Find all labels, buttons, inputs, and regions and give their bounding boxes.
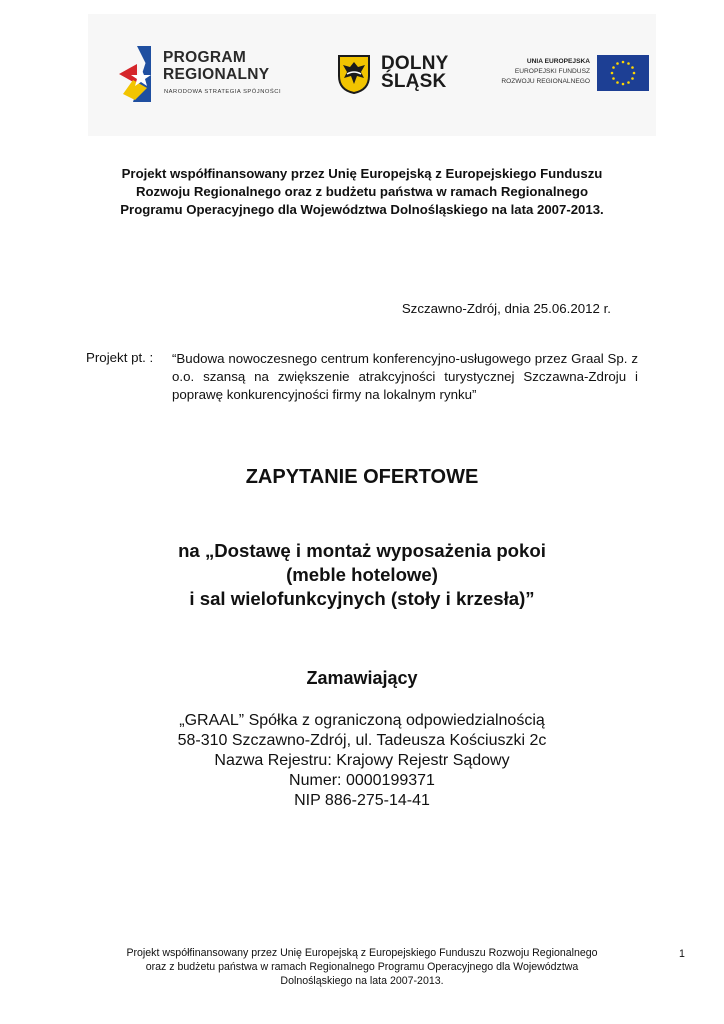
program-regionalny-line1: PROGRAM bbox=[163, 49, 247, 66]
eu-logo-line2: EUROPEJSKI FUNDUSZ bbox=[514, 68, 590, 75]
register-number: Numer: 0000199371 bbox=[289, 772, 435, 789]
program-regionalny-line2: REGIONALNY bbox=[163, 66, 270, 83]
program-regionalny-logo bbox=[117, 44, 307, 104]
dolny-slask-line1: DOLNY bbox=[381, 53, 449, 74]
dolny-slask-logo bbox=[337, 52, 457, 98]
cofinancing-line2: Rozwoju Regionalnego oraz z budżetu państwa w ramach Regionalnego bbox=[135, 184, 589, 199]
document-title: ZAPYTANIE OFERTOWE bbox=[245, 466, 479, 488]
register-name: Nazwa Rejestru: Krajowy Rejestr Sądowy bbox=[214, 752, 510, 769]
footer-line2: oraz z budżetu państwa w ramach Regionalnego Programu Operacyjnego dla Województwa bbox=[145, 961, 579, 973]
subject-line2: (meble hotelowe) bbox=[286, 564, 438, 585]
eu-logo bbox=[494, 55, 654, 95]
eu-flag-icon bbox=[597, 55, 649, 91]
program-regionalny-subtitle: NARODOWA STRATEGIA SPÓJNOŚCI bbox=[164, 89, 282, 95]
footer-line3: Dolnośląskiego na lata 2007-2013. bbox=[280, 975, 444, 987]
subject-of-inquiry bbox=[0, 539, 724, 611]
cofinancing-line1: Projekt współfinansowany przez Unię Europejską z Europejskiego Funduszu bbox=[121, 166, 603, 181]
page-number: 1 bbox=[679, 948, 685, 960]
eagle-shield-icon bbox=[337, 54, 371, 94]
ordering-party-heading: Zamawiający bbox=[306, 668, 418, 688]
cofinancing-statement bbox=[60, 165, 664, 219]
page-footer bbox=[60, 946, 664, 988]
eu-logo-line1: UNIA EUROPEJSKA bbox=[526, 58, 590, 65]
program-regionalny-emblem-icon bbox=[117, 44, 153, 104]
dolny-slask-line2: ŚLĄSK bbox=[381, 71, 447, 92]
company-name: „GRAAL” Spółka z ograniczoną odpowiedzialnością bbox=[179, 712, 545, 729]
subject-line3: i sal wielofunkcyjnych (stoły i krzesła)” bbox=[189, 588, 535, 609]
place-and-date: Szczawno-Zdrój, dnia 25.06.2012 r. bbox=[401, 301, 611, 316]
company-address: 58-310 Szczawno-Zdrój, ul. Tadeusza Kościuszki 2c bbox=[177, 732, 547, 749]
project-title: “Budowa nowoczesnego centrum konferencyjno-usługowego przez Graal Sp. z o.o. szansą na zwiększenie atrakcyjności turystycznej Szczawna-Zdroju i poprawę konkurencyjności firmy na lokalnym rynku” bbox=[172, 351, 638, 402]
footer-line1: Projekt współfinansowany przez Unię Europejską z Europejskiego Funduszu Rozwoju Regionalnego bbox=[126, 947, 598, 959]
subject-line1: na „Dostawę i montaż wyposażenia pokoi bbox=[178, 540, 546, 561]
ordering-party-details bbox=[0, 711, 724, 811]
eu-logo-text bbox=[501, 57, 590, 87]
eu-logo-line3: ROZWOJU REGIONALNEGO bbox=[501, 78, 590, 85]
cofinancing-line3: Programu Operacyjnego dla Województwa Dolnośląskiego na lata 2007-2013. bbox=[120, 202, 604, 217]
tax-id: NIP 886-275-14-41 bbox=[294, 792, 430, 809]
project-label: Projekt pt. : bbox=[86, 350, 154, 365]
